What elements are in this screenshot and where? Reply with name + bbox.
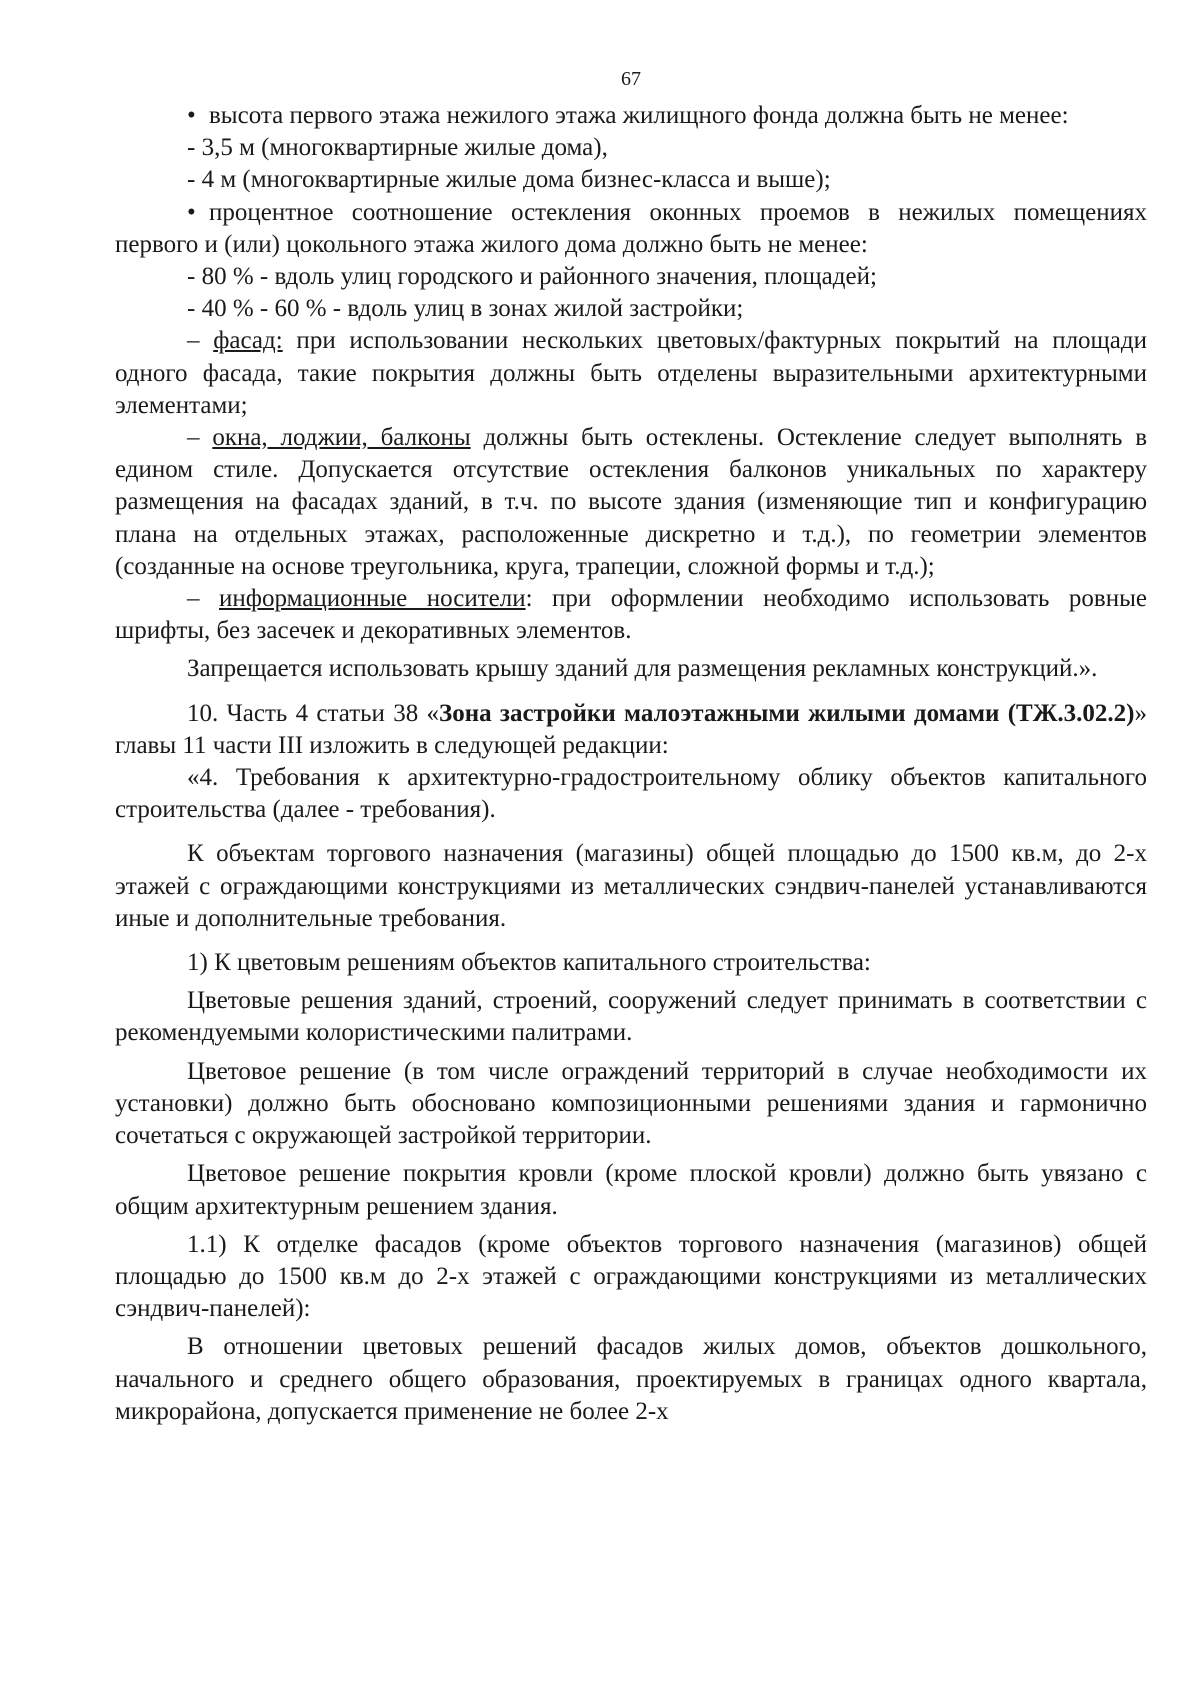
paragraph-text: при использовании нескольких цветовых/фактурных покрытий на площади одного фасада, такие покрытия должны быть отделены выразительными архитектурными элементами; [115, 327, 1147, 419]
dash: – [187, 327, 214, 355]
paragraph-first-floor-height [115, 100, 1147, 132]
paragraph-color-palettes: Цветовые решения зданий, строений, сооружений следует принимать в соответствии с рекомендуемыми колористическими палитрами. [115, 987, 1147, 1047]
paragraph-text: высота первого этажа нежилого этажа жилищного фонда должна быть не менее: [209, 102, 1069, 129]
paragraph-requirements-4: «4. Требования к архитектурно-градостроительному облику объектов капитального строительства (далее - требования). [115, 764, 1147, 824]
paragraph-facade-colors: В отношении цветовых решений фасадов жилых домов, объектов дошкольного, начального и среднего общего образования, проектируемых в границах одного квартала, микрорайона, допускается применение не более 2-х [115, 1333, 1147, 1425]
paragraph-facade [115, 325, 1147, 422]
paragraph-text: : при оформлении необходимо использовать ровные шрифты, без засечек и декоративных элементов. [115, 585, 1148, 645]
paragraph-retail-objects: К объектам торгового назначения (магазины) общей площадью до 1500 кв.м, до 2-х этажей с ограждающими конструкциями из металлических сэндвич-панелей устанавливаются иные и дополнительные требования. [115, 840, 1147, 932]
paragraph-text: 10. Часть 4 статьи 38 « [187, 699, 439, 727]
list-item: - 4 м (многоквартирные жилые дома бизнес-класса и выше); [187, 166, 831, 194]
paragraph-info-carriers [115, 583, 1147, 647]
paragraph-amendment-10 [115, 698, 1147, 762]
paragraph-roof-color: Цветовое решение покрытия кровли (кроме плоской кровли) должно быть увязано с общим архитектурным решением здания. [115, 1160, 1147, 1220]
bullet-icon: • [187, 102, 196, 129]
paragraph-roof-ads: Запрещается использовать крышу зданий для размещения рекламных конструкций.». [187, 655, 1098, 683]
underlined-term: информационные носители [219, 585, 526, 613]
paragraph-text: должны быть остеклены. Остекление следует выполнять в едином стиле. Допускается отсутствие остекления балконов уникальных по характеру размещения на фасадах зданий, в т.ч. по высоте здания (изменяющие тип и конфигурацию плана на отдельных этажах, расположенные дискретно и т.д.), по геометрии элементов (созданные на основе треугольника, круга, трапеции, сложной формы и т.д.); [115, 424, 1147, 580]
document-page [115, 66, 1147, 1428]
paragraph-text: » главы 11 части III изложить в следующей редакции: [115, 699, 1147, 759]
zone-title: Зона застройки малоэтажными жилыми домами (ТЖ.3.02.2) [439, 699, 1135, 727]
paragraph-glazing-ratio [115, 197, 1147, 261]
dash: – [187, 585, 219, 613]
bullet-icon: • [187, 198, 196, 226]
paragraph-facade-finishing: 1.1) К отделке фасадов (кроме объектов торгового назначения (магазинов) общей площадью до 1500 кв.м до 2-х этажей с ограждающими конструкциями из металлических сэндвич-панелей): [115, 1230, 1147, 1323]
list-item: - 40 % - 60 % - вдоль улиц в зонах жилой застройки; [187, 295, 744, 323]
paragraph-text: процентное соотношение остекления оконных проемов в нежилых помещениях первого и (или) цокольного этажа жилого дома должно быть не менее: [115, 198, 1147, 258]
paragraph-color-fences: Цветовое решение (в том числе ограждений территорий в случае необходимости их установки) должно быть обосновано композиционными решениями здания и гармонично сочетаться с окружающей застройкой территории. [115, 1057, 1147, 1150]
underlined-term: фасад: [213, 327, 283, 355]
underlined-term: окна, лоджии, балконы [212, 424, 471, 452]
page-number: 67 [621, 68, 641, 90]
list-item: - 3,5 м (многоквартирные жилые дома), [187, 134, 608, 162]
paragraph-color-solutions-heading: 1) К цветовым решениям объектов капитального строительства: [187, 949, 871, 977]
paragraph-windows [115, 422, 1147, 583]
dash: – [187, 424, 213, 452]
list-item: - 80 % - вдоль улиц городского и районного значения, площадей; [187, 263, 877, 291]
